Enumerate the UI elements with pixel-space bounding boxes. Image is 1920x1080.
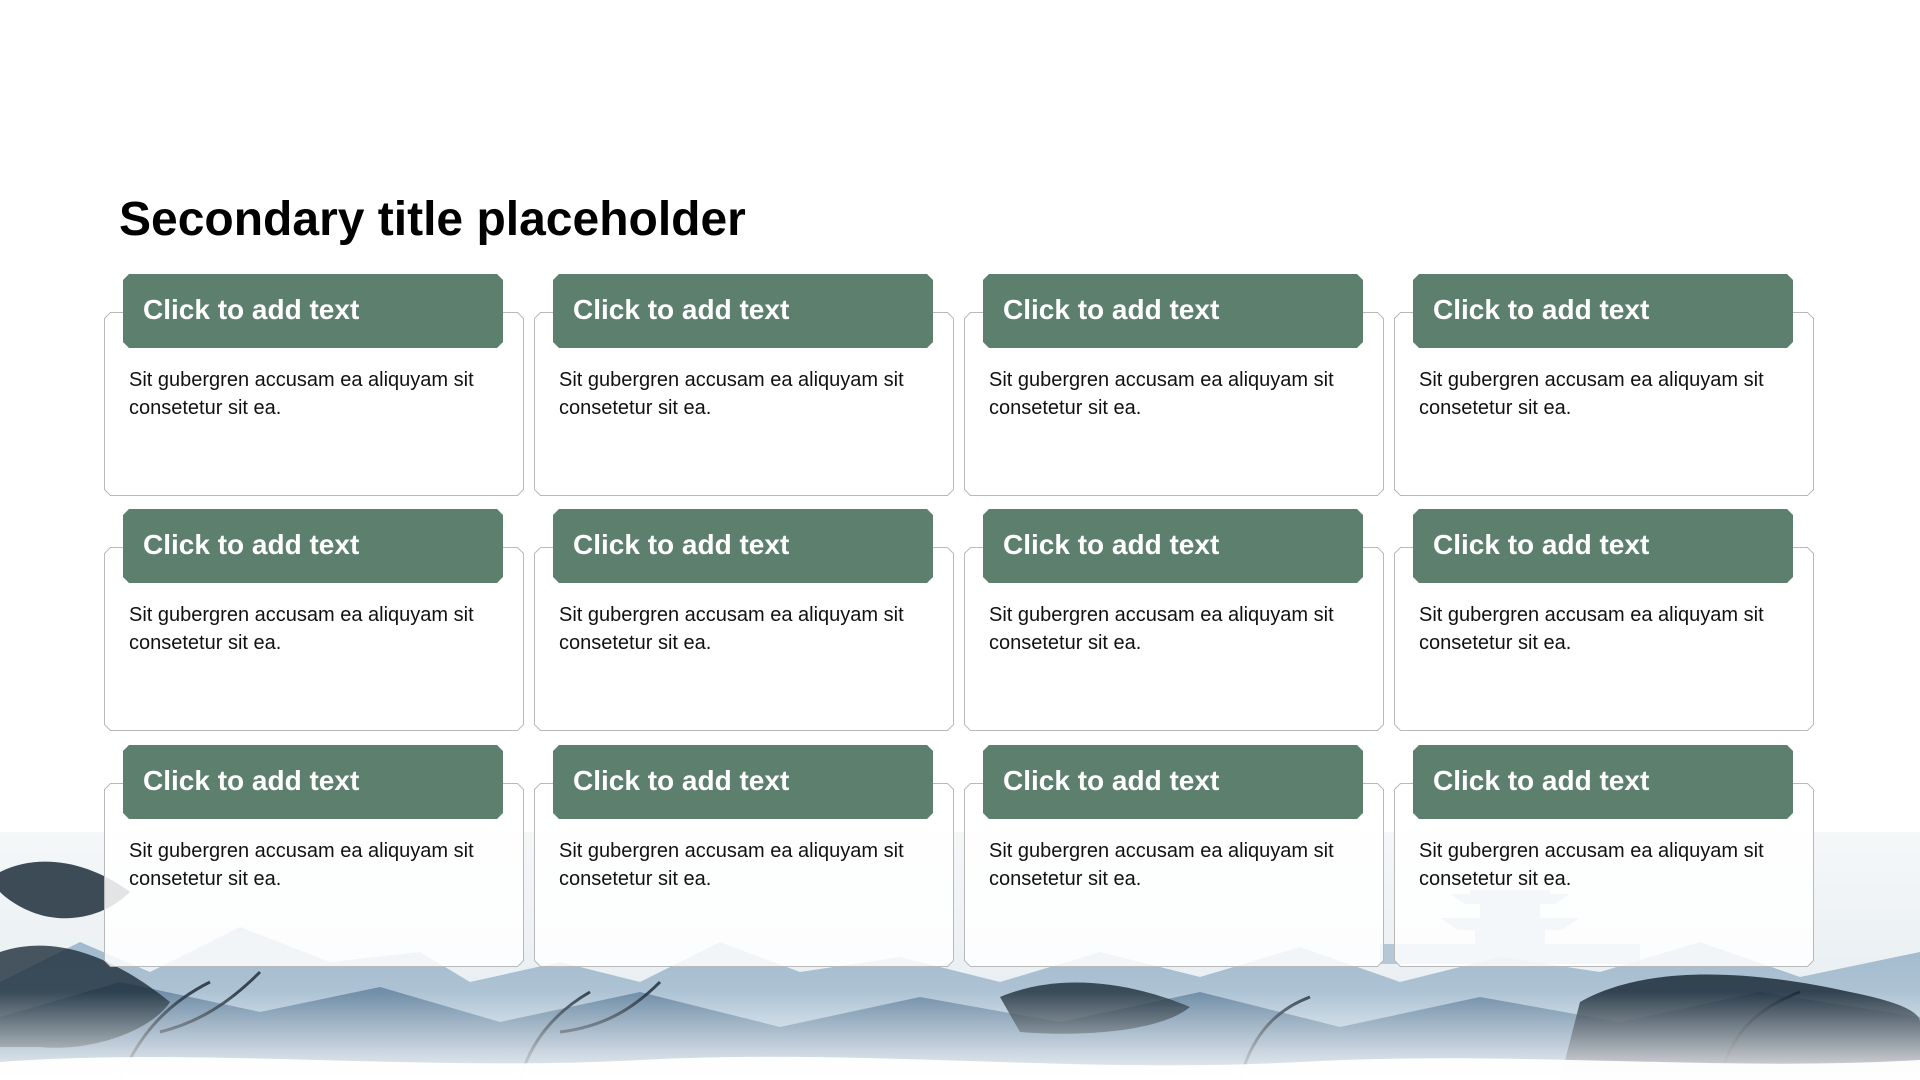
card-9[interactable] [104,743,524,967]
card-header-label[interactable]: Click to add text [573,529,790,560]
card-header-label[interactable]: Click to add text [573,765,790,796]
card-4[interactable] [1394,272,1814,496]
card-body-text[interactable]: Sit gubergren accusam ea aliquyam sit consetetur sit ea. [989,369,1334,419]
card-header-label[interactable]: Click to add text [1003,294,1220,325]
card-body-text[interactable]: Sit gubergren accusam ea aliquyam sit consetetur sit ea. [559,604,904,654]
card-body-text[interactable]: Sit gubergren accusam ea aliquyam sit consetetur sit ea. [1419,369,1764,419]
card-1[interactable] [104,272,524,496]
card-body-text[interactable]: Sit gubergren accusam ea aliquyam sit consetetur sit ea. [559,840,904,890]
card-5[interactable] [104,507,524,731]
card-header-label[interactable]: Click to add text [1433,294,1650,325]
card-header-label[interactable]: Click to add text [1433,765,1650,796]
card-7[interactable] [964,507,1384,731]
card-body-text[interactable]: Sit gubergren accusam ea aliquyam sit consetetur sit ea. [129,840,474,890]
card-body-text[interactable]: Sit gubergren accusam ea aliquyam sit consetetur sit ea. [1419,840,1764,890]
card-header-label[interactable]: Click to add text [143,765,360,796]
card-body-text[interactable]: Sit gubergren accusam ea aliquyam sit consetetur sit ea. [1419,604,1764,654]
card-body-text[interactable]: Sit gubergren accusam ea aliquyam sit consetetur sit ea. [129,369,474,419]
card-body-text[interactable]: Sit gubergren accusam ea aliquyam sit consetetur sit ea. [989,840,1334,890]
card-grid [104,272,1816,968]
card-8[interactable] [1394,507,1814,731]
card-body-text[interactable]: Sit gubergren accusam ea aliquyam sit consetetur sit ea. [559,369,904,419]
card-header-label[interactable]: Click to add text [143,529,360,560]
card-header-label[interactable]: Click to add text [573,294,790,325]
page-title[interactable]: Secondary title placeholder [119,193,746,246]
card-10[interactable] [534,743,954,967]
card-header-label[interactable]: Click to add text [143,294,360,325]
card-2[interactable] [534,272,954,496]
card-header-label[interactable]: Click to add text [1003,765,1220,796]
card-header-label[interactable]: Click to add text [1433,529,1650,560]
card-11[interactable] [964,743,1384,967]
card-body-text[interactable]: Sit gubergren accusam ea aliquyam sit consetetur sit ea. [129,604,474,654]
card-12[interactable] [1394,743,1814,967]
card-header-label[interactable]: Click to add text [1003,529,1220,560]
card-6[interactable] [534,507,954,731]
card-3[interactable] [964,272,1384,496]
card-body-text[interactable]: Sit gubergren accusam ea aliquyam sit consetetur sit ea. [989,604,1334,654]
